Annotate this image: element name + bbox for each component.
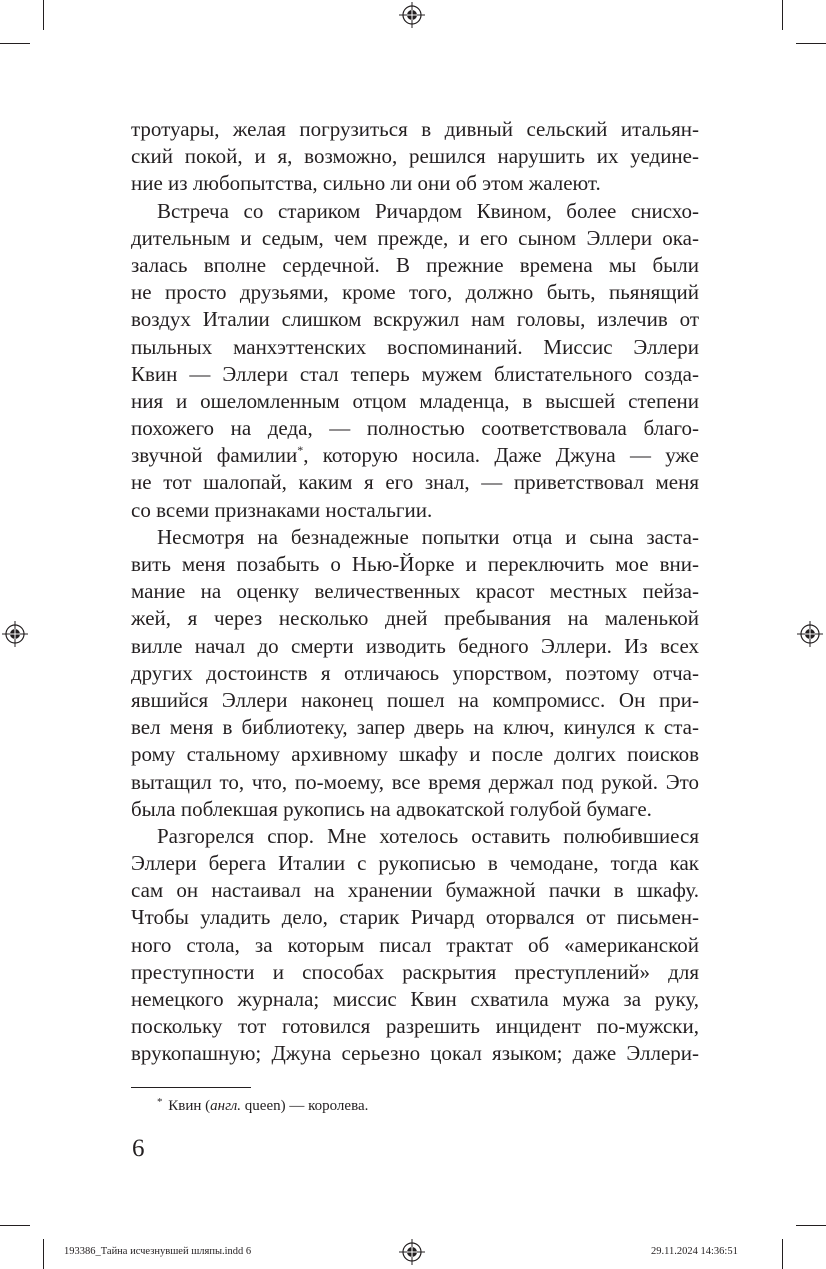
text-line: Эллери берега Италии с рукописью в чемодане, тогда как [131,851,699,876]
body-text [131,116,699,1068]
crop-mark-top-right-horizontal [796,43,826,44]
text-line: Встреча со стариком Ричардом Квином, более снисхо- [157,198,699,223]
text-line: пыльных манхэттенских воспоминаний. Миссис Эллери [131,334,699,359]
text-line: рому стальному архивному шкафу и после долгих поисков [131,742,699,767]
footnote-text: Квин ( [164,1098,211,1114]
crop-mark-top-left-horizontal [0,43,30,44]
text-line: Квин — Эллери стал теперь мужем блистательного созда- [131,361,699,386]
slug-date: 29.11.2024 14:36:51 [651,1246,738,1257]
text-line: поскольку тот готовился разрешить инцидент по-мужски, [131,1014,699,1039]
page-number: 6 [132,1135,145,1162]
text-line: жей, я через несколько дней пребывания на маленькой [131,606,699,631]
text-line: врукопашную; Джуна серьезно цокал языком; даже Эллери- [131,1041,699,1066]
text-line: немецкого журнала; миссис Квин схватила мужа за руку, [131,987,699,1011]
text-line: со всеми признаками ностальгии. [131,497,433,522]
text-line: вить меня позабыть о Нью-Йорке и переключить мое вни- [131,552,699,576]
text-line: Чтобы уладить дело, старик Ричард оторвался от письмен- [131,905,699,930]
text-line: других достоинств я отличаюсь упорством, поэтому отча- [131,660,699,685]
text-segment: звучной фамилии [131,443,298,468]
registration-mark-icon [399,2,425,28]
text-line: вилле начал до смерти изводить бедного Эллери. Из всех [131,633,699,658]
text-line: была поблекшая рукопись на адвокатской голубой бумаге. [131,796,652,821]
text-line: сам он настаивал на хранении бумажной пачки в шкафу. [131,878,699,903]
footnote-reference[interactable]: * [297,443,304,458]
slug-file-name: 193386_Тайна исчезнувшей шляпы.indd 6 [64,1246,252,1257]
footnote-mark: * [157,1096,163,1108]
text-line: преступности и способах раскрытия преступлений» для [131,959,699,984]
text-line: похожего на деда, — полностью соответствовала благо- [131,416,699,441]
text-line: не просто друзьями, кроме того, должно быть, пьянящий [131,280,699,305]
text-line: Несмотря на безнадежные попытки отца и сына заста- [157,524,699,549]
footnote-italic: англ. [210,1098,242,1114]
registration-mark-icon [399,1239,425,1265]
text-line-with-footnote-ref [131,442,699,469]
crop-mark-bottom-right-horizontal [796,1225,826,1226]
crop-mark-bottom-left-horizontal [0,1225,30,1226]
text-line: ния и ошеломленным отцом младенца, в высшей степени [131,388,699,413]
text-line: ский покой, и я, возможно, решился нарушить их уедине- [131,144,699,169]
text-line: воздух Италии слишком вскружил нам головы, излечив от [131,307,699,332]
text-line: ние из любопытства, сильно ли они об этом жалеют. [131,171,601,196]
registration-mark-icon [797,621,823,647]
text-line: вытащил то, что, по-моему, все время держал под рукой. Это [131,769,699,794]
text-line: тротуары, желая погрузиться в дивный сельский итальян- [131,117,699,141]
footnote-text: queen) — королева. [241,1098,369,1114]
text-line: дительным и седым, чем прежде, и его сыном Эллери ока- [131,225,699,250]
text-line: мание на оценку величественных красот местных пейза- [131,579,699,604]
crop-mark-bottom-right-vertical [782,1239,783,1269]
footnote [157,1095,368,1117]
text-line: вел меня в библиотеку, запер дверь на ключ, кинулся к ста- [131,715,699,740]
text-line: ного стола, за которым писал трактат об «американской [131,932,699,957]
text-line: не тот шалопай, каким я его знал, — приветствовал меня [131,470,699,495]
crop-mark-top-left-vertical [43,0,44,30]
text-line: явшийся Эллери наконец пошел на компромисс. Он при- [131,687,699,712]
footnote-divider [131,1087,251,1088]
text-line: залась вполне сердечной. В прежние времена мы были [131,252,699,277]
text-segment: , которую носила. Даже Джуна — уже [303,443,699,468]
crop-mark-top-right-vertical [782,0,783,30]
registration-mark-icon [2,621,28,647]
crop-mark-bottom-left-vertical [43,1239,44,1269]
text-line: Разгорелся спор. Мне хотелось оставить полюбившиеся [157,823,699,848]
